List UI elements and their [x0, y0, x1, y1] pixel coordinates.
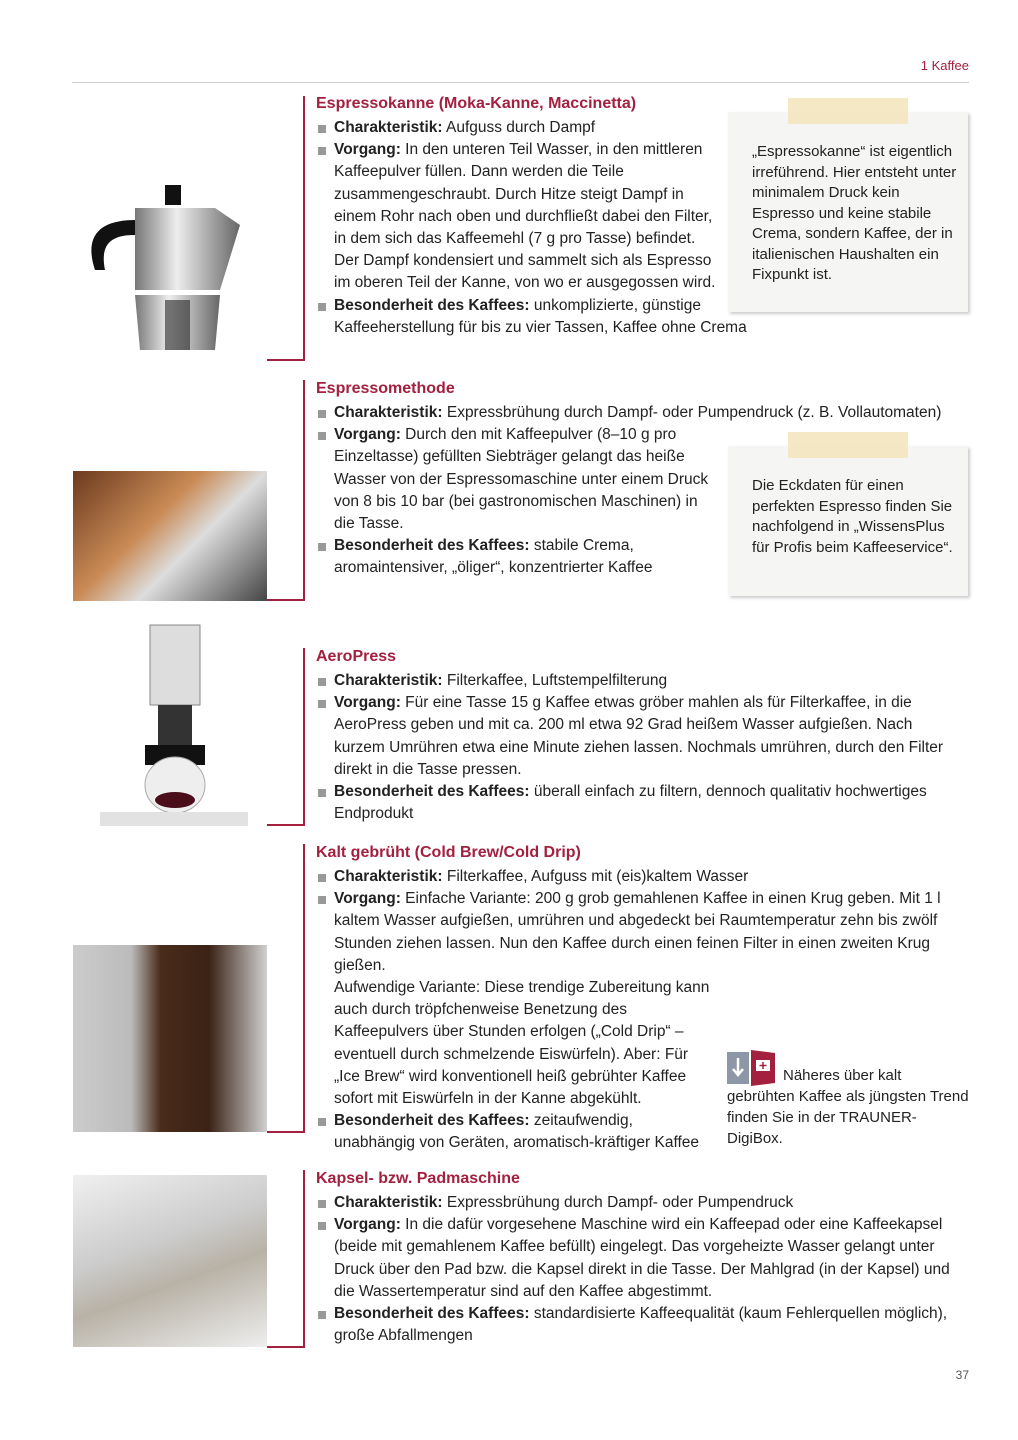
bullet: Besonderheit des Kaffees: unkomplizierte, günstige Kaffeeherstellung für bis zu vier Tassen, Kaffee ohne Crema — [316, 295, 789, 339]
section-aeropress — [316, 646, 961, 825]
espresso-machine-image — [73, 471, 267, 601]
digibox-hint: Näheres über kalt gebrühten Kaffee als jüngsten Trend finden Sie in der TRAUNER-DigiBox. — [727, 1050, 972, 1149]
tape-strip — [788, 98, 908, 124]
section-title: Espressokanne (Moka-Kanne, Maccinetta) — [316, 95, 637, 112]
section-bracket — [303, 96, 305, 361]
section-title: Kapsel- bzw. Padmaschine — [316, 1170, 520, 1187]
section-bracket — [267, 1346, 304, 1348]
header-rule — [72, 82, 969, 83]
cold-drip-tower-image — [73, 945, 267, 1132]
section-title: Kalt gebrüht (Cold Brew/Cold Drip) — [316, 844, 581, 861]
section-bracket — [303, 1170, 305, 1348]
section-title: AeroPress — [316, 648, 397, 665]
section-bracket — [267, 599, 304, 601]
bullet: Besonderheit des Kaffees: standardisierte Kaffeequalität (kaum Fehlerquellen möglich), große Abfallmengen — [316, 1303, 961, 1347]
section-bracket — [303, 844, 305, 1133]
page-number: 37 — [955, 1368, 969, 1382]
aeropress-image — [100, 620, 248, 827]
bullet: Vorgang: In die dafür vorgesehene Maschine wird ein Kaffeepad oder eine Kaffeekapsel (beide mit gemahlenem Kaffee befüllt) eingelegt. Das vorgeheizte Wasser gelangt unter Druck über den Pad bzw. die Kapsel direkt in die Tasse. Der Mahlgrad (in der Kapsel) und die Wassertemperatur sind auf den Kaffee abgestimmt. — [316, 1214, 961, 1303]
moka-pot-image — [80, 180, 250, 355]
bullet: Charakteristik: Filterkaffee, Luftstempelfilterung — [316, 670, 961, 692]
bullet: Charakteristik: Aufguss durch Dampf — [316, 117, 724, 139]
section-bracket — [267, 824, 304, 826]
bullet: Vorgang: Durch den mit Kaffeepulver (8–10 g pro Einzeltasse) gefüllten Siebträger gelangt das heiße Wasser von der Espressomaschine unter einem Druck von 8 bis 10 bar (bei gastronomischen Maschinen) in die Tasse. — [316, 424, 719, 535]
section-bracket — [267, 359, 304, 361]
bullet-continuation: Aufwendige Variante: Diese trendige Zubereitung kann auch durch tröpfchenweise Benetzung des Kaffeepulvers über Stunden erfolgen („Cold Drip“ – eventuell durch schmelzende Eiswürfeln). Aber: Für „Ice Brew“ wird konventionell heiß gebrühter Kaffee sofort mit Eiswürfeln in der Kanne abgekühlt. — [334, 979, 710, 1108]
running-header: 1 Kaffee — [920, 58, 969, 73]
bullet: Besonderheit des Kaffees: stabile Crema, aromaintensiver, „öliger“, konzentrierter Kaffee — [316, 535, 719, 579]
bullet: Charakteristik: Expressbrühung durch Dampf- oder Pumpendruck — [316, 1192, 961, 1214]
sticky-note: „Espressokanne“ ist eigentlich irreführend. Hier entsteht unter minimalem Druck kein Espresso und keine stabile Crema, sondern Kaffee, der in italienischen Haushalten ein Fixpunkt ist. — [728, 112, 968, 312]
bullet: Vorgang: Für eine Tasse 15 g Kaffee etwas gröber mahlen als für Filterkaffee, in die AeroPress geben und mit ca. 200 ml etwa 92 Grad heißem Wasser aufgießen. Nach kurzem Umrühren etwa eine Minute ziehen lassen. Nochmals umrühren, durch den Filter direkt in die Tasse pressen. — [316, 692, 961, 781]
bullet: Charakteristik: Expressbrühung durch Dampf- oder Pumpendruck (z. B. Vollautomaten) — [316, 402, 974, 424]
digibox-icon[interactable] — [727, 1050, 777, 1086]
bullet: Besonderheit des Kaffees: zeitaufwendig, unabhängig von Geräten, aromatisch-kräftiger Kaffee — [316, 1110, 714, 1154]
bullet: Vorgang: In den unteren Teil Wasser, in den mittleren Kaffeepulver füllen. Dann werden die Teile zusammengeschraubt. Durch Hitze steigt Dampf in einem Rohr nach oben und durchfließt dabei den Filter, in dem sich das Kaffeemehl (7 g pro Tasse) befindet. Der Dampf kondensiert und sammelt sich als Espresso im oberen Teil der Kanne, von wo er ausgegossen wird. — [316, 139, 724, 294]
section-espressokanne — [316, 93, 776, 339]
section-bracket — [267, 1131, 304, 1133]
section-kapselmaschine — [316, 1168, 961, 1347]
sticky-note: Die Eckdaten für einen perfekten Espresso finden Sie nachfolgend in „WissensPlus für Profis beim Kaffeeservice“. — [728, 446, 968, 596]
section-bracket — [303, 648, 305, 826]
capsule-machine-image — [73, 1175, 267, 1347]
bullet: Vorgang: Einfache Variante: 200 g grob gemahlenen Kaffee in einen Krug geben. Mit 1 l kaltem Wasser aufgießen, umrühren und abgedeckt bei Raumtemperatur zehn bis zwölf Stunden ziehen lassen. Nun den Kaffee durch einen feinen Filter in einen zweiten Krug gießen. — [316, 888, 961, 977]
section-title: Espressomethode — [316, 380, 455, 397]
section-bracket — [303, 380, 305, 601]
bullet: Charakteristik: Filterkaffee, Aufguss mit (eis)kaltem Wasser — [316, 866, 961, 888]
bullet: Besonderheit des Kaffees: überall einfach zu filtern, dennoch qualitativ hochwertiges Endprodukt — [316, 781, 961, 825]
tape-strip — [788, 432, 908, 458]
